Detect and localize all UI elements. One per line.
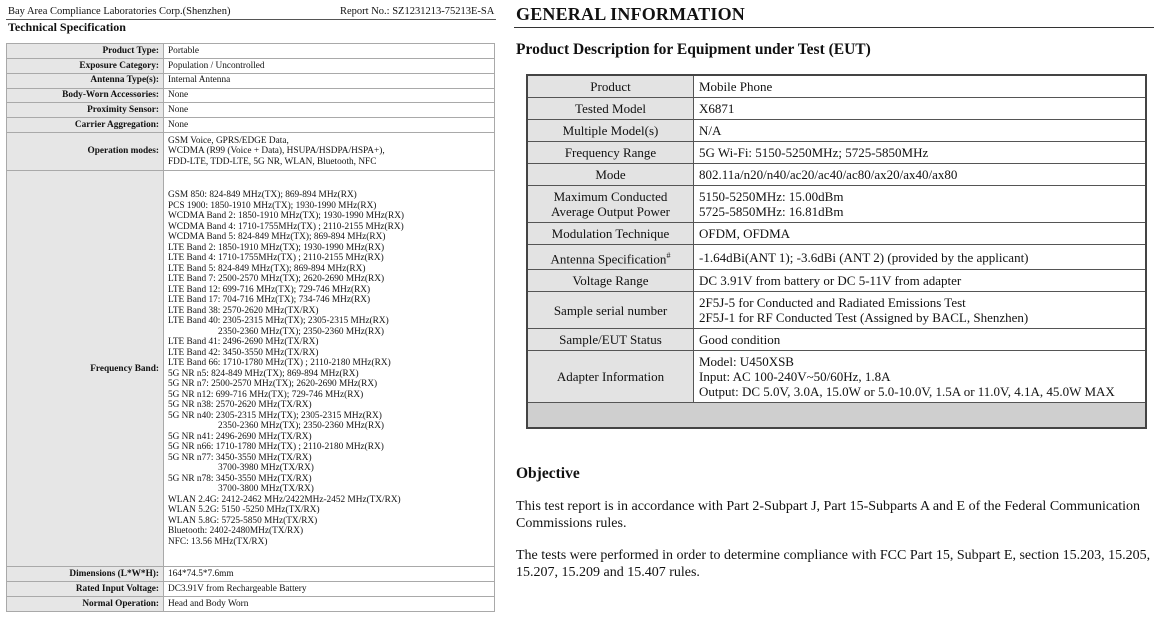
eut-value [694,223,1147,245]
eut-value [694,98,1147,120]
eut-value-line: 2F5J-1 for RF Conducted Test (Assigned by BACL, Shenzhen) [699,310,1029,326]
eut-value-line: -1.64dBi(ANT 1); -3.6dBi (ANT 2) (provided by the applicant) [699,249,1029,265]
eut-row [527,142,1146,164]
eut-value-line: Good condition [699,332,781,348]
spec-value-line: 5G NR n5: 824-849 MHz(TX); 869-894 MHz(RX) [168,368,359,379]
spec-value-line: 2350-2360 MHz(TX); 2350-2360 MHz(RX) [218,326,385,337]
report-number: Report No.: SZ1231213-75213E-SA [340,6,495,17]
eut-label-text: Tested Model [575,101,646,116]
spec-label: Normal Operation: [7,597,164,612]
eut-label-text: Frequency Range [564,145,657,160]
eut-value-line: Output: DC 5.0V, 3.0A, 15.0W or 5.0-10.0V, 1.5A or 11.0V, 4.1A, 45.0W MAX [699,384,1115,400]
eut-row [527,245,1146,270]
eut-value-line: 2F5J-5 for Conducted and Radiated Emissions Test [699,295,966,311]
eut-row [527,120,1146,142]
eut-label [527,351,694,403]
spec-value [164,44,495,59]
spec-row [7,171,495,567]
spec-value-line: WCDMA Band 4: 1710-1755MHz(TX) ; 2110-2155 MHz(RX) [168,221,404,232]
footnote-marker: # [666,251,671,260]
spec-value-line: 5G NR n38: 2570-2620 MHz(TX/RX) [168,400,312,411]
eut-label-text: Antenna Specification [550,251,667,267]
eut-label [527,186,694,223]
eut-value-line: N/A [699,123,722,138]
spec-value-line: Head and Body Worn [168,598,249,609]
eut-value-line: OFDM, OFDMA [699,226,791,241]
eut-value-line: Model: U450XSB [699,354,794,370]
company-name: Bay Area Compliance Laboratories Corp.(Shenzhen) [8,6,231,17]
eut-row [527,186,1146,223]
spec-value-line: 3700-3980 MHz(TX/RX) [218,463,314,474]
spec-value [164,567,495,582]
spec-value-line: GSM 850: 824-849 MHz(TX); 869-894 MHz(RX) [168,190,357,201]
spec-value-line: WLAN 5.2G: 5150 -5250 MHz(TX/RX) [168,505,320,516]
eut-label [527,292,694,329]
spec-value-line: LTE Band 7: 2500-2570 MHz(TX); 2620-2690 MHz(RX) [168,274,385,285]
eut-row [527,270,1146,292]
eut-label-text: Adapter Information [556,369,665,385]
spec-value [164,597,495,612]
eut-row [527,75,1146,98]
objective-paragraph: This test report is in accordance with Part 2-Subpart J, Part 15-Subparts A and E of the Federal Communication Commissions rules. [516,499,1141,531]
spec-label: Body-Worn Accessories: [7,88,164,103]
spec-row [7,103,495,118]
eut-value [694,164,1147,186]
spec-value-line: NFC: 13.56 MHz(TX/RX) [168,536,268,547]
eut-value-line: Mobile Phone [699,79,773,94]
eut-label-text: Voltage Range [572,273,649,289]
spec-value-line: 5G NR n41: 2496-2690 MHz(TX/RX) [168,431,312,442]
eut-label-text: Sample serial number [553,302,668,318]
spec-row [7,582,495,597]
spec-label: Operation modes: [7,133,164,171]
spec-value-line: 2350-2360 MHz(TX); 2350-2360 MHz(RX) [218,421,385,432]
eut-label-text: Product [590,79,631,94]
spec-value-line: 5G NR n12: 699-716 MHz(TX); 729-746 MHz(RX) [168,389,364,400]
eut-value-line: 5150-5250MHz: 15.00dBm [699,189,844,204]
spec-value-line: Population / Uncontrolled [168,60,265,71]
spec-value-line: LTE Band 17: 704-716 MHz(TX); 734-746 MHz(RX) [168,295,371,306]
spec-value-line: PCS 1900: 1850-1910 MHz(TX); 1930-1990 MHz(RX) [168,200,377,211]
spec-label: Rated Input Voltage: [7,582,164,597]
left-page [0,0,500,639]
spec-value-line: LTE Band 40: 2305-2315 MHz(TX); 2305-2315 MHz(RX) [168,316,389,327]
spec-label: Proximity Sensor: [7,103,164,118]
spec-value-line: 5G NR n78: 3450-3550 MHz(TX/RX) [168,473,312,484]
spec-value-line: None [168,90,189,101]
spec-value-line: 5G NR n77: 3450-3550 MHz(TX/RX) [168,452,312,463]
eut-label [527,120,694,142]
spec-value-line: 5G NR n40: 2305-2315 MHz(TX); 2305-2315 MHz(RX) [168,410,382,421]
eut-value [694,142,1147,164]
eut-value-line: 5G Wi-Fi: 5150-5250MHz; 5725-5850MHz [699,145,929,160]
spec-row [7,597,495,612]
spec-value-line: 3700-3800 MHz(TX/RX) [218,484,314,495]
spec-value-line: None [168,119,189,130]
eut-value [694,120,1147,142]
eut-value [694,329,1147,351]
compliance-paragraph: The tests were performed in order to determine compliance with FCC Part 15, Subpart E, section 15.203, 15.205, 15.207, 15.209 and 15.407 rules. [516,548,1151,580]
spec-label: Antenna Type(s): [7,73,164,88]
eut-label [527,223,694,245]
spec-value-line: FDD-LTE, TDD-LTE, 5G NR, WLAN, Bluetooth, NFC [168,156,377,167]
spec-value-line: LTE Band 41: 2496-2690 MHz(TX/RX) [168,337,319,348]
eut-row [527,164,1146,186]
eut-label [527,329,694,351]
eut-label [527,164,694,186]
spec-label: Exposure Category: [7,58,164,73]
spec-value-line: Portable [168,45,199,56]
spec-label: Dimensions (L*W*H): [7,567,164,582]
spec-row [7,118,495,133]
eut-value [694,270,1147,292]
eut-table [526,74,1147,429]
spec-value [164,58,495,73]
eut-value-line: 802.11a/n20/n40/ac20/ac40/ac80/ax20/ax40/ax80 [699,167,958,182]
eut-blank-row [527,403,1146,429]
spec-value [164,118,495,133]
eut-label-text: Mode [595,167,626,182]
eut-row [527,98,1146,120]
eut-value-line: 5725-5850MHz: 16.81dBm [699,204,844,219]
spec-value [164,582,495,597]
spec-label: Product Type: [7,44,164,59]
spec-value-line: WCDMA Band 2: 1850-1910 MHz(TX); 1930-1990 MHz(RX) [168,211,405,222]
general-information-title: GENERAL INFORMATION [516,4,745,24]
eut-label [527,75,694,98]
spec-value-line: WCDMA Band 5: 824-849 MHz(TX); 869-894 MHz(RX) [168,232,386,243]
eut-value-line: Input: AC 100-240V~50/60Hz, 1.8A [699,369,891,385]
spec-value-line: DC3.91V from Rechargeable Battery [168,583,307,594]
eut-label-text: Sample/EUT Status [559,332,662,348]
spec-value-line: WCDMA (R99 (Voice + Data), HSUPA/HSDPA/HSPA+), [168,146,385,157]
eut-label [527,98,694,120]
spec-row [7,58,495,73]
spec-value-line: GSM Voice, GPRS/EDGE Data, [168,135,289,146]
title-divider [514,27,1154,28]
spec-value-line: LTE Band 12: 699-716 MHz(TX); 729-746 MHz(RX) [168,284,371,295]
spec-row [7,133,495,171]
spec-value [164,88,495,103]
eut-row [527,292,1146,329]
product-description-title: Product Description for Equipment under Test (EUT) [516,41,871,58]
eut-label [527,270,694,292]
spec-value-line: WLAN 5.8G: 5725-5850 MHz(TX/RX) [168,515,318,526]
eut-value [694,292,1147,329]
spec-row [7,567,495,582]
spec-value-line: LTE Band 42: 3450-3550 MHz(TX/RX) [168,347,319,358]
spec-value-line: Internal Antenna [168,75,231,86]
spec-value-line: LTE Band 2: 1850-1910 MHz(TX); 1930-1990 MHz(RX) [168,242,385,253]
spec-value-line: Bluetooth: 2402-2480MHz(TX/RX) [168,526,304,537]
eut-value [694,351,1147,403]
spec-value-line: 5G NR n7: 2500-2570 MHz(TX); 2620-2690 MHz(RX) [168,379,378,390]
eut-row [527,223,1146,245]
spec-value-line: 164*74.5*7.6mm [168,569,234,580]
spec-value-line: LTE Band 38: 2570-2620 MHz(TX/RX) [168,305,319,316]
spec-row [7,73,495,88]
eut-label [527,245,694,270]
objective-title: Objective [516,465,580,482]
spec-label: Frequency Band: [7,171,164,567]
spec-value [164,103,495,118]
eut-label-text: Multiple Model(s) [562,123,659,138]
eut-value-line: DC 3.91V from battery or DC 5-11V from adapter [699,273,962,289]
eut-value [694,245,1147,270]
technical-specification-table [6,43,495,612]
eut-label-text: Modulation Technique [551,226,670,241]
eut-row [527,329,1146,351]
spec-value [164,171,495,567]
eut-value-line: X6871 [699,101,735,116]
eut-label [527,142,694,164]
eut-blank-cell [527,403,1146,429]
eut-value [694,75,1147,98]
eut-label-text: Maximum Conducted Average Output Power [551,189,670,219]
spec-label: Carrier Aggregation: [7,118,164,133]
technical-specification-title: Technical Specification [8,20,126,34]
spec-value-line: LTE Band 4: 1710-1755MHz(TX) ; 2110-2155 MHz(RX) [168,253,384,264]
spec-value-line: None [168,105,189,116]
eut-row [527,351,1146,403]
spec-row [7,88,495,103]
right-page [508,0,1155,639]
eut-value [694,186,1147,223]
spec-value-line: LTE Band 5: 824-849 MHz(TX); 869-894 MHz(RX) [168,263,366,274]
spec-row [7,44,495,59]
spec-value [164,133,495,171]
spec-value-line: WLAN 2.4G: 2412-2462 MHz/2422MHz-2452 MHz(TX/RX) [168,494,401,505]
spec-value-line: 5G NR n66: 1710-1780 MHz(TX) ; 2110-2180 MHz(RX) [168,442,384,453]
spec-value-line: LTE Band 66: 1710-1780 MHz(TX) ; 2110-2180 MHz(RX) [168,358,391,369]
spec-value [164,73,495,88]
